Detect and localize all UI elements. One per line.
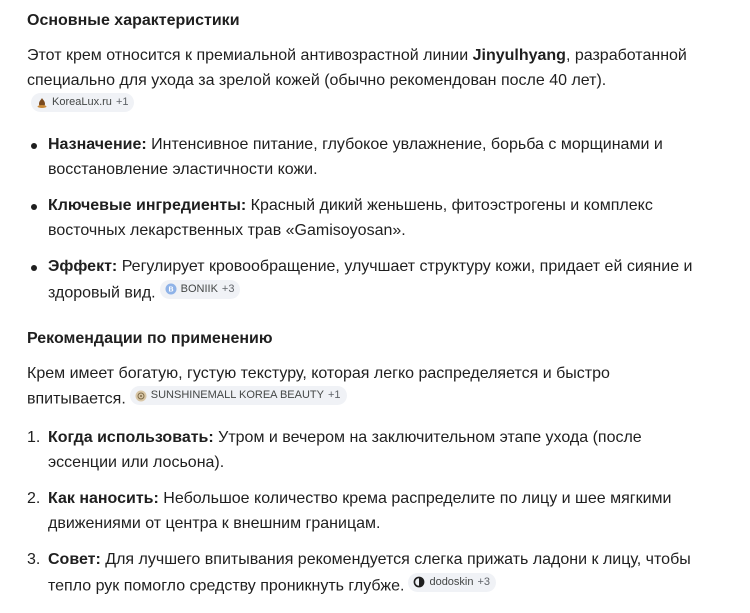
list-item-ingredients bbox=[27, 194, 708, 243]
source-chip-dodoskin[interactable] bbox=[408, 573, 496, 592]
source-chip-name: SUNSHINEMALL KOREA BEAUTY bbox=[150, 389, 324, 401]
bullet-dot bbox=[31, 265, 37, 271]
source-chip-more: +3 bbox=[221, 282, 235, 295]
intro-text-before: Этот крем относится к премиальной антивозрастной линии bbox=[27, 47, 473, 64]
usage-intro-paragraph bbox=[27, 362, 687, 413]
step-number: 2. bbox=[27, 490, 41, 507]
step-item-tip bbox=[27, 548, 708, 599]
source-chip-boniik[interactable] bbox=[160, 280, 241, 299]
list-item-label: Назначение: bbox=[48, 136, 147, 153]
brand-name: Jinyulhyang bbox=[472, 47, 566, 64]
list-item-text: Интенсивное питание, глубокое увлажнение, борьба с морщинами и восстановление эластичности кожи. bbox=[48, 136, 663, 178]
step-number: 1. bbox=[27, 429, 41, 446]
list-item-label: Ключевые ингредиенты: bbox=[48, 197, 247, 214]
korealux-favicon-icon bbox=[36, 97, 48, 109]
list-item-effect bbox=[27, 255, 708, 306]
list-item-text: Регулирует кровообращение, улучшает структуру кожи, придает ей сияние и здоровый вид. bbox=[48, 258, 693, 301]
intro-paragraph bbox=[27, 44, 687, 119]
source-chip-name: BONIIK bbox=[180, 282, 218, 295]
section-heading-characteristics: Основные характеристики bbox=[27, 12, 240, 29]
source-chip-more: +1 bbox=[327, 389, 341, 401]
list-item-purpose bbox=[27, 133, 708, 182]
step-label: Как наносить: bbox=[48, 490, 159, 507]
usage-steps-list bbox=[27, 426, 727, 599]
intro-text-after: , разработанной специально для ухода за зрелой кожей (обычно рекомендован после 40 лет). bbox=[27, 47, 687, 89]
svg-text:B: B bbox=[168, 286, 174, 294]
source-chip-more: +3 bbox=[477, 575, 491, 588]
sunshinemall-favicon-icon bbox=[135, 390, 147, 402]
characteristics-list bbox=[27, 133, 727, 306]
dodoskin-favicon-icon bbox=[413, 576, 425, 588]
step-text: Утром и вечером на заключительном этапе ухода (после эссенции или лосьона). bbox=[48, 429, 642, 471]
list-item-label: Эффект: bbox=[48, 258, 118, 275]
source-chip-name: dodoskin bbox=[429, 575, 474, 588]
section-heading-usage: Рекомендации по применению bbox=[27, 329, 273, 347]
source-chip-more: +1 bbox=[115, 96, 129, 108]
step-text: Для лучшего впитывания рекомендуется слегка прижать ладони к лицу, чтобы тепло рук помогло средству проникнуть глубже. bbox=[48, 551, 691, 594]
step-number: 3. bbox=[27, 551, 41, 568]
source-chip-sunshinemall[interactable] bbox=[130, 386, 347, 405]
step-label: Совет: bbox=[48, 551, 101, 568]
boniik-favicon-icon bbox=[165, 283, 177, 295]
step-label: Когда использовать: bbox=[48, 429, 214, 446]
source-chip-name: KoreaLux.ru bbox=[52, 96, 112, 108]
bullet-dot bbox=[31, 204, 37, 210]
list-item-text: Красный дикий женьшень, фитоэстрогены и комплекс восточных лекарственных трав «Gamisoyosan». bbox=[48, 197, 653, 239]
step-item-when bbox=[27, 426, 708, 475]
step-item-how bbox=[27, 487, 708, 536]
step-text: Небольшое количество крема распределите по лицу и шее мягкими движениями от центра к внешним границам. bbox=[48, 490, 672, 532]
usage-intro-text: Крем имеет богатую, густую текстуру, которая легко распределяется и быстро впитывается. bbox=[27, 364, 610, 408]
source-chip-korealux[interactable] bbox=[31, 93, 134, 112]
bullet-dot bbox=[31, 143, 37, 149]
